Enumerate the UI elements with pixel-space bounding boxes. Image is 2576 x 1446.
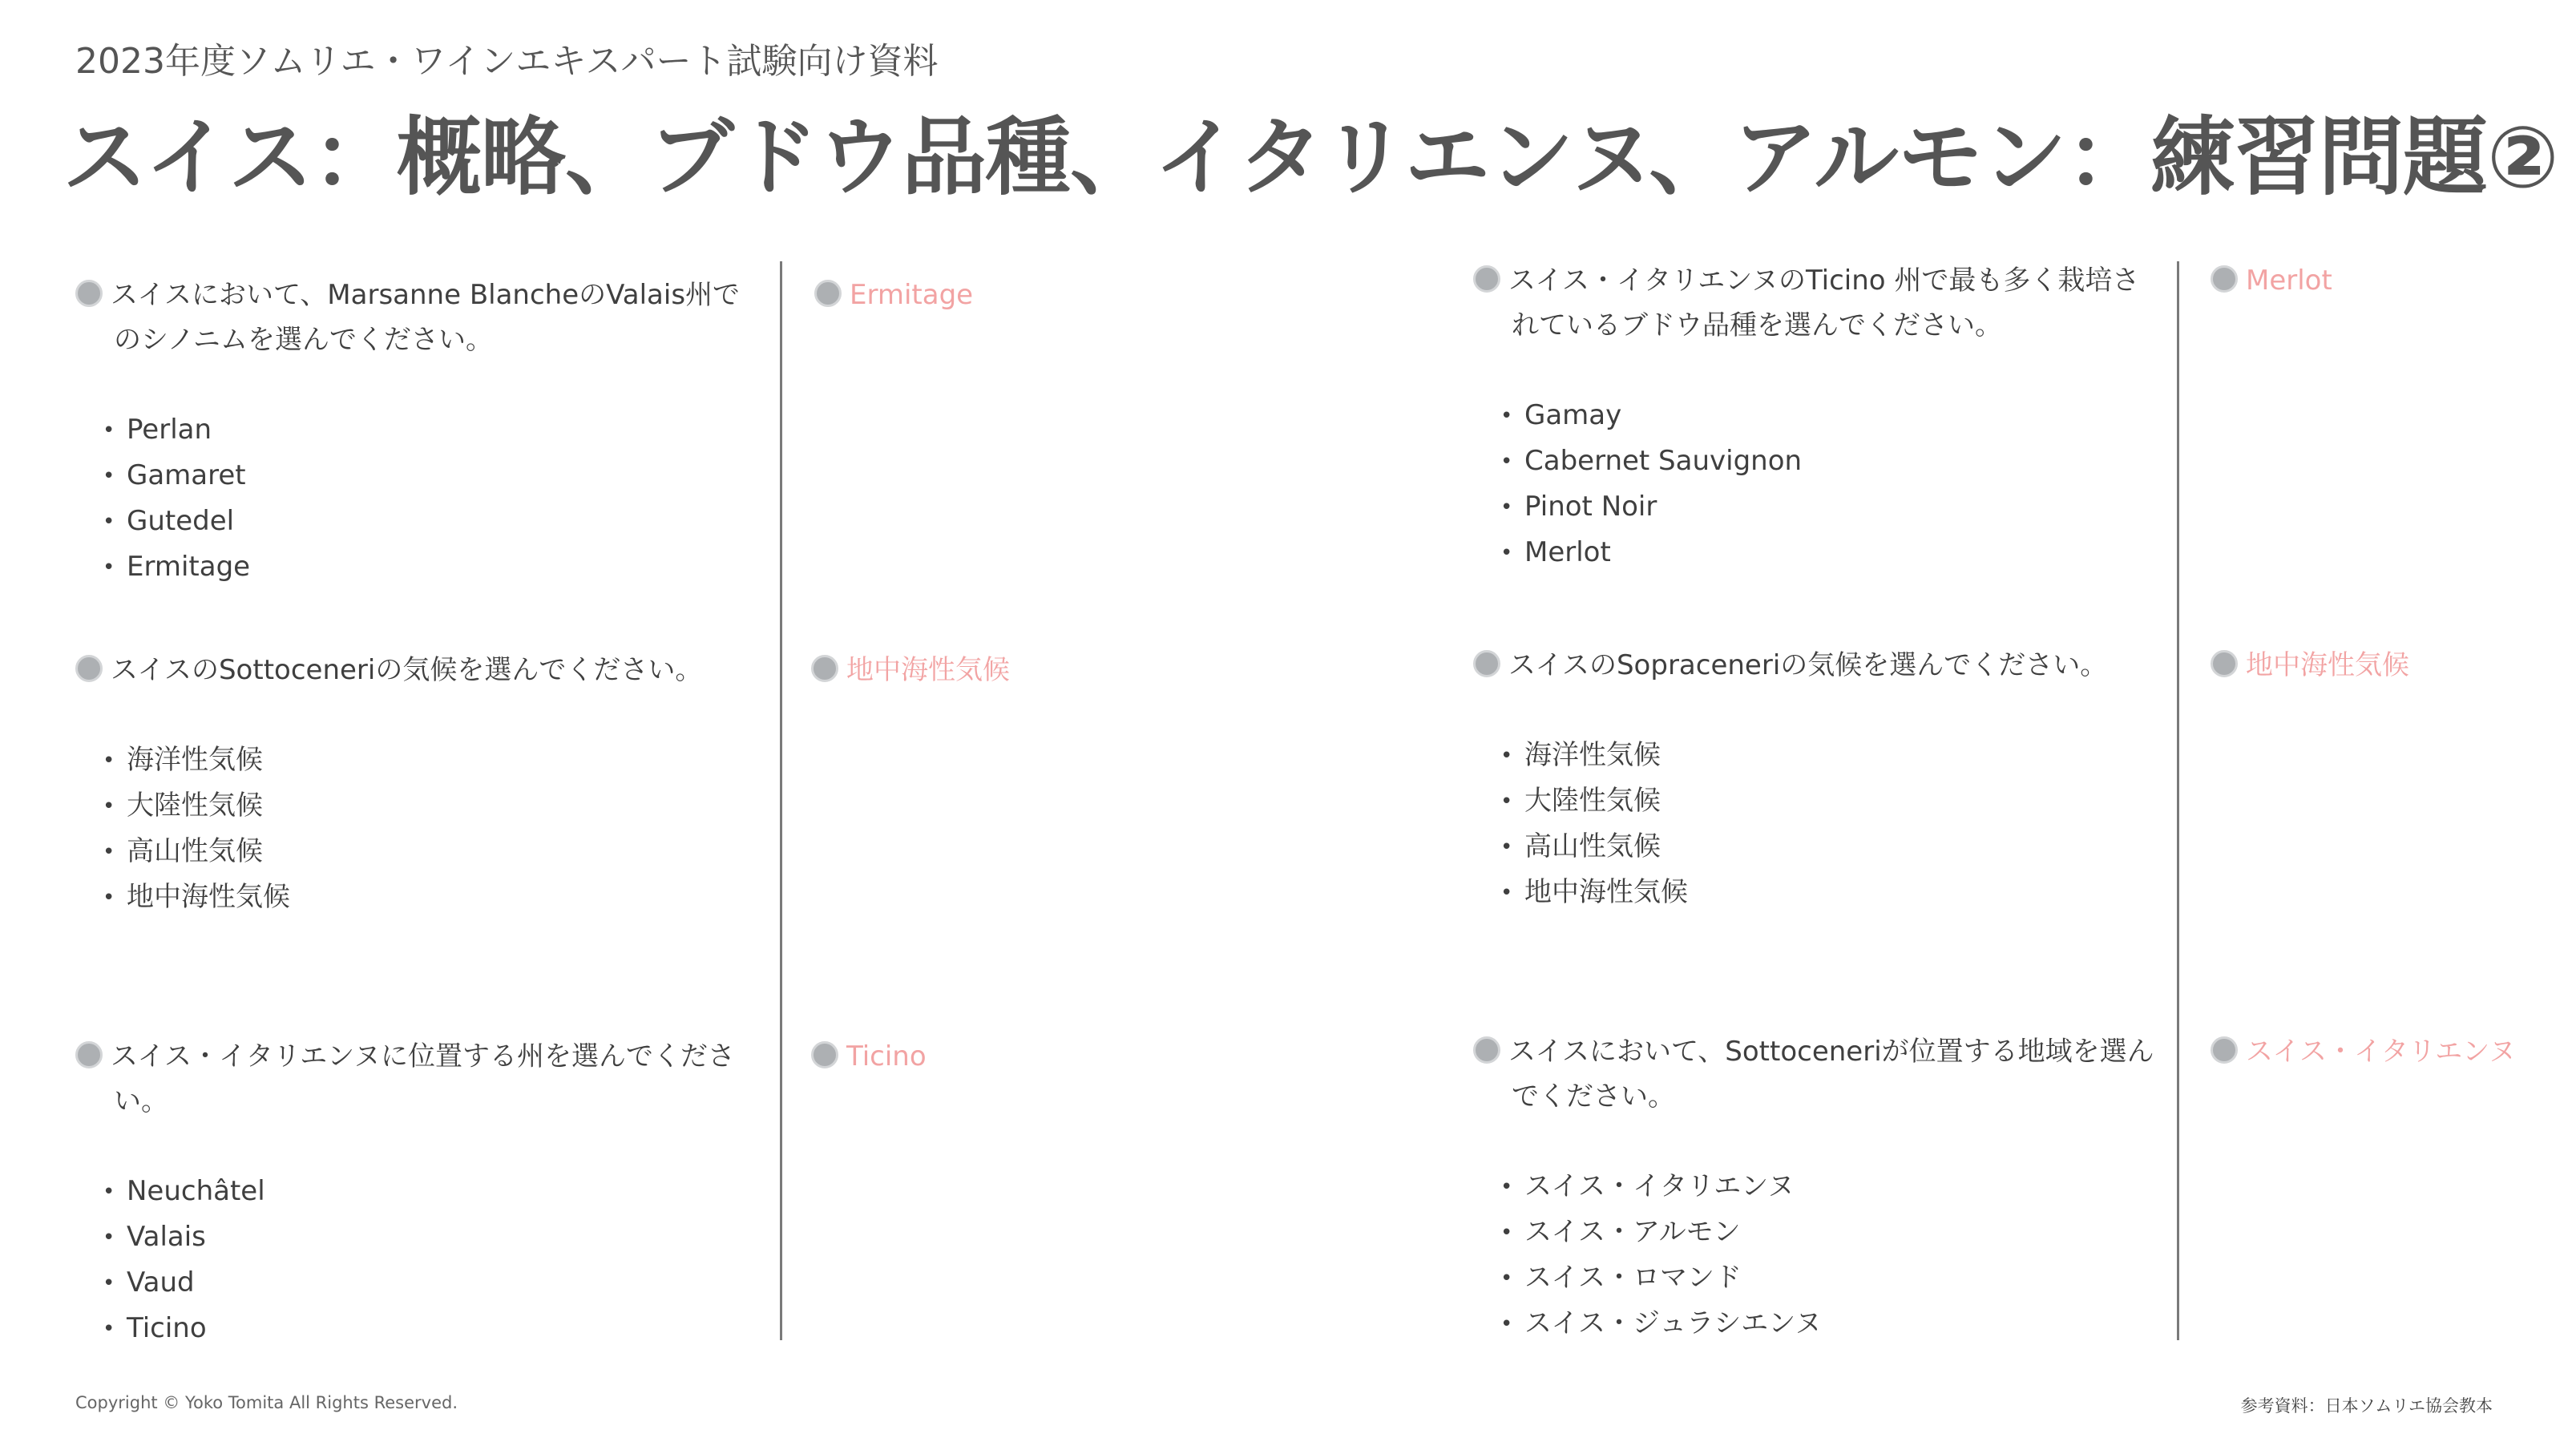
answer-marker-icon — [811, 655, 838, 682]
answer-block-6 — [2211, 1029, 2521, 1074]
reference-note: 参考資料：日本ソムリエ協会教本 — [2240, 1396, 2493, 1416]
option-item: • Ticino — [103, 1306, 757, 1351]
answer-marker-icon — [2211, 1036, 2238, 1064]
question-marker-icon — [1473, 1036, 1500, 1064]
copyright-notice: Copyright © Yoko Tomita All Rights Reserved. — [75, 1393, 458, 1412]
question-marker-icon — [75, 655, 103, 682]
option-list — [1473, 733, 2154, 915]
question-block-5 — [1473, 643, 2154, 915]
document-subtitle: 2023年度ソムリエ・ワインエキスパート試験向け資料 — [75, 41, 939, 82]
question-block-1 — [75, 273, 757, 590]
answer-block-5 — [2211, 643, 2538, 688]
answer-text: 地中海性気候 — [2246, 649, 2409, 681]
answer-text: Ticino — [846, 1040, 927, 1072]
option-item: • Gutedel — [103, 499, 757, 544]
option-item: • Ermitage — [103, 544, 757, 590]
question-text: スイス・イタリエンヌに位置する州を選んでください。 — [111, 1040, 735, 1117]
option-item: • 地中海性気候 — [103, 874, 757, 920]
column-divider-left — [780, 261, 782, 1340]
question-block-3 — [75, 1034, 757, 1351]
answer-text: 地中海性気候 — [846, 654, 1010, 686]
question-text: スイスにおいて、Sottoceneriが位置する地域を選んでください。 — [1508, 1036, 2154, 1113]
column-divider-right — [2177, 261, 2179, 1340]
answer-text: Merlot — [2246, 265, 2332, 297]
option-list — [75, 407, 757, 590]
answer-marker-icon — [2211, 650, 2238, 677]
question-marker-icon — [75, 280, 103, 307]
option-item: • 大陸性気候 — [1500, 778, 2154, 824]
question-text: スイスのSopraceneriの気候を選んでください。 — [1508, 649, 2108, 681]
option-item: • 地中海性気候 — [1500, 870, 2154, 915]
option-item: • Cabernet Sauvignon — [1500, 438, 2154, 484]
answer-text: Ermitage — [850, 279, 974, 311]
option-item: • 高山性気候 — [1500, 824, 2154, 870]
answer-text: スイス・イタリエンヌ — [2246, 1036, 2516, 1068]
option-item: • Valais — [103, 1214, 757, 1260]
option-list — [1473, 393, 2154, 576]
answer-marker-icon — [814, 280, 842, 307]
option-item: • Vaud — [103, 1260, 757, 1306]
option-item: • スイス・イタリエンヌ — [1500, 1164, 2154, 1210]
option-item: • Perlan — [103, 407, 757, 453]
option-item: • スイス・アルモン — [1500, 1210, 2154, 1255]
page-title: スイス：概略、ブドウ品種、イタリエンヌ、アルモン：練習問題② — [63, 108, 2558, 207]
question-text: スイス・イタリエンヌのTicino 州で最も多く栽培されているブドウ品種を選んでください。 — [1508, 265, 2140, 341]
question-text: スイスにおいて、Marsanne BlancheのValais州でのシノニムを選んでください。 — [111, 279, 741, 356]
option-item: • 高山性気候 — [103, 829, 757, 874]
option-list — [75, 737, 757, 920]
option-list — [1473, 1164, 2154, 1347]
option-item: • Pinot Noir — [1500, 484, 2154, 530]
option-item: • 海洋性気候 — [1500, 733, 2154, 778]
option-item: • スイス・ジュラシエンヌ — [1500, 1301, 2154, 1347]
option-item: • 大陸性気候 — [103, 783, 757, 829]
answer-block-1 — [814, 273, 1366, 317]
option-item: • Merlot — [1500, 530, 2154, 576]
answer-block-4 — [2211, 258, 2538, 303]
option-item: • スイス・ロマンド — [1500, 1255, 2154, 1301]
question-block-4 — [1473, 258, 2154, 576]
option-item: • Gamaret — [103, 453, 757, 499]
answer-marker-icon — [2211, 265, 2238, 293]
question-marker-icon — [1473, 265, 1500, 293]
option-item: • Gamay — [1500, 393, 2154, 438]
option-item: • 海洋性気候 — [103, 737, 757, 783]
question-marker-icon — [75, 1041, 103, 1068]
question-block-6 — [1473, 1029, 2154, 1347]
answer-marker-icon — [811, 1041, 838, 1068]
question-text: スイスのSottoceneriの気候を選んでください。 — [111, 654, 703, 686]
question-block-2 — [75, 648, 757, 920]
option-item: • Neuchâtel — [103, 1169, 757, 1214]
answer-block-3 — [811, 1034, 1363, 1079]
question-marker-icon — [1473, 650, 1500, 677]
option-list — [75, 1169, 757, 1351]
answer-block-2 — [811, 648, 1363, 693]
